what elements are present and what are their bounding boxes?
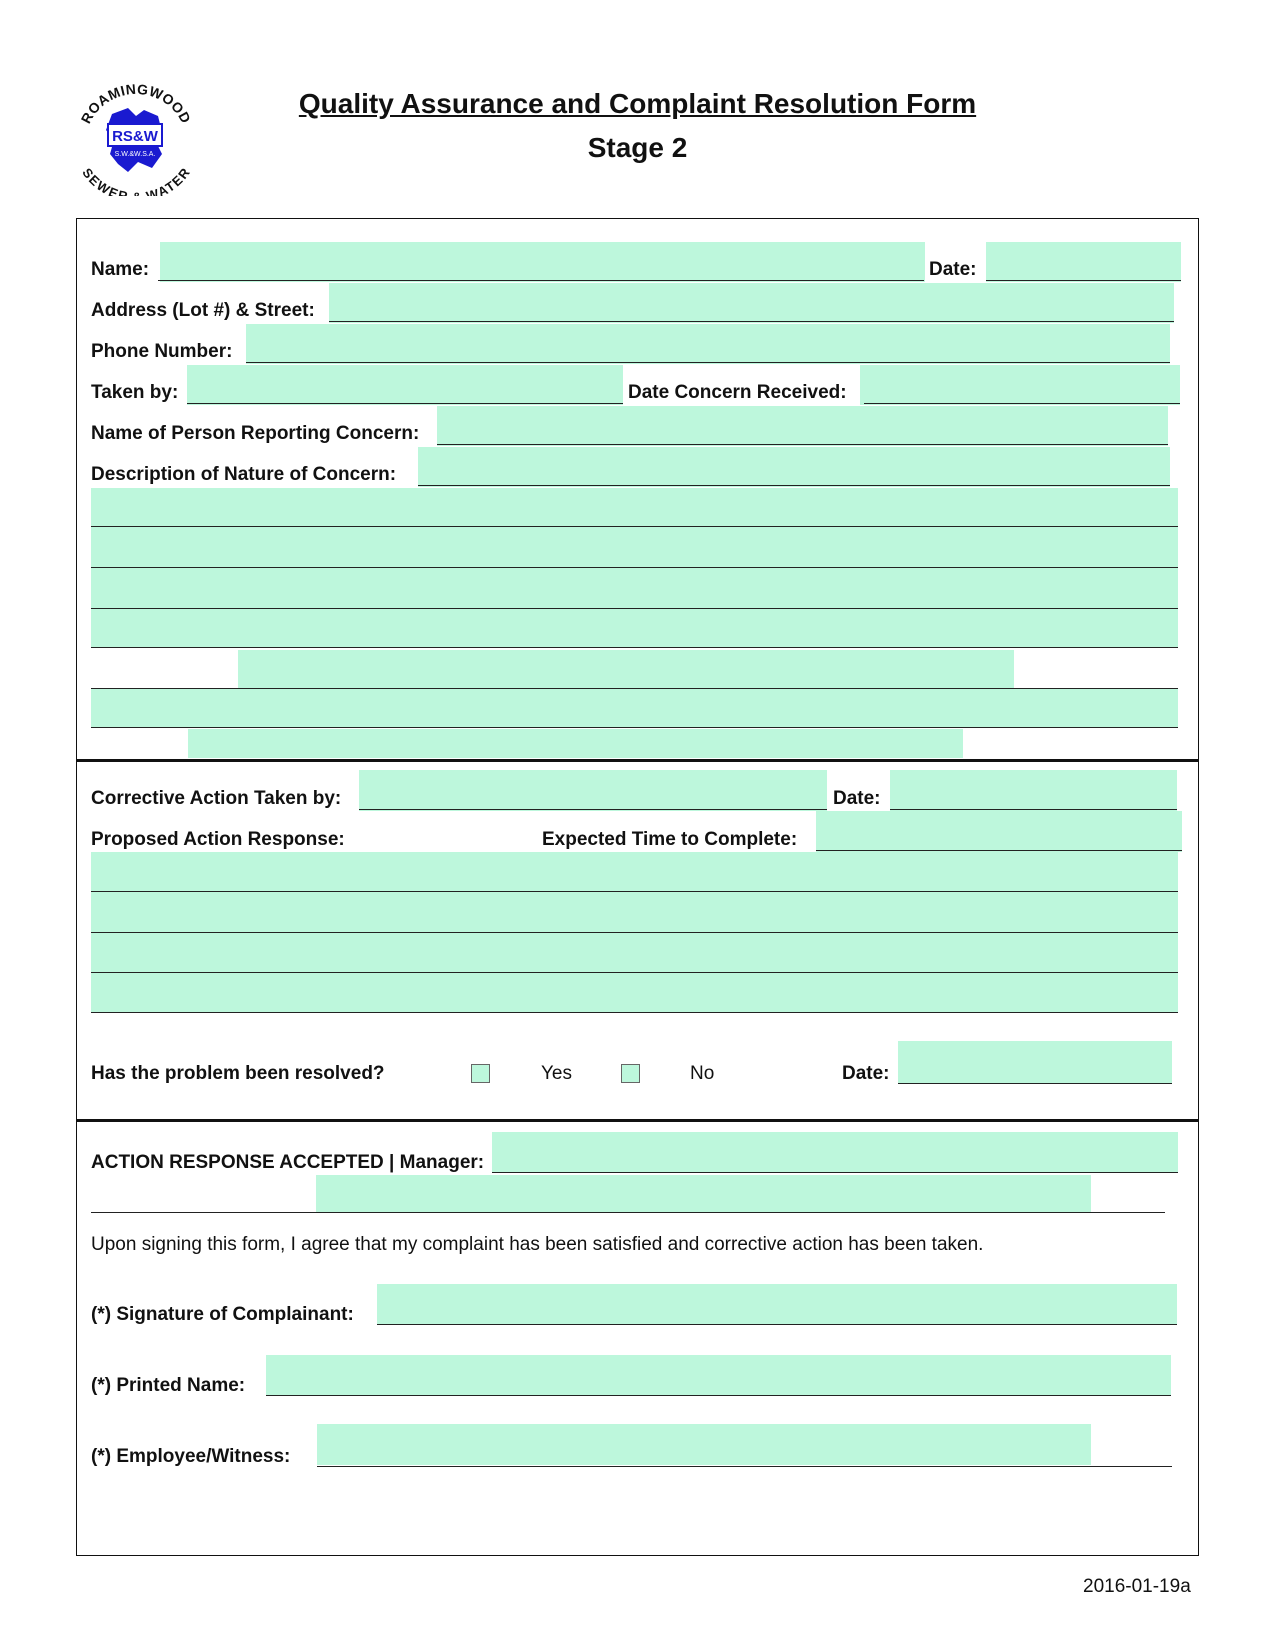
manager-field[interactable] [492,1132,1178,1172]
resolved-date-underline [898,1083,1172,1084]
signature-underline [377,1324,1177,1325]
proposed-label: Proposed Action Response: [91,829,345,850]
address-underline [329,321,1174,322]
proposed-line-3 [91,972,1178,973]
form-stage: Stage 2 [587,132,688,163]
corrective-by-underline [359,809,827,810]
corrective-by-field[interactable] [359,770,827,811]
taken-by-label: Taken by: [91,382,179,403]
signature-field[interactable] [377,1284,1177,1324]
resolved-question: Has the problem been resolved? [91,1063,385,1084]
date-received-underline [864,403,1180,404]
description-label: Description of Nature of Concern: [91,464,397,485]
resolved-date-label: Date: [842,1063,890,1084]
description-field-extra-3[interactable] [188,729,963,758]
resolved-yes-checkbox[interactable] [471,1064,490,1083]
printed-name-field[interactable] [266,1355,1171,1395]
date-underline [986,280,1181,281]
resolved-no-checkbox[interactable] [621,1064,640,1083]
taken-by-field[interactable] [187,365,623,405]
logo-ring-top: ROAMINGWOOD [77,80,195,127]
accepted-label: ACTION RESPONSE ACCEPTED | Manager: [91,1152,485,1173]
expected-time-field[interactable] [816,811,1182,852]
svg-text:SEWER & WATER [79,165,193,196]
signature-label: (*) Signature of Complainant: [91,1304,354,1325]
corrective-date-field[interactable] [890,770,1177,811]
logo-sub-text: S.W.&W.S.A. [114,151,156,158]
logo-ring-bottom: SEWER WATER [79,165,193,196]
witness-label: (*) Employee/Witness: [91,1446,291,1467]
taken-by-underline [187,403,623,404]
description-text-area[interactable] [91,488,1178,648]
witness-underline [317,1466,1172,1467]
agreement-text: Upon signing this form, I agree that my complaint has been satisfied and corrective action has been taken. [91,1234,984,1255]
witness-field[interactable] [317,1424,1091,1465]
date-received-label: Date Concern Received: [628,382,847,403]
manager-field-extra[interactable] [316,1175,1091,1212]
resolved-yes-label: Yes [541,1063,572,1084]
description-line-1 [91,526,1178,527]
name-field[interactable] [160,242,925,282]
description-line-3 [91,608,1178,609]
phone-label: Phone Number: [91,341,233,362]
manager-line-2 [91,1212,1165,1213]
description-field-extra-2[interactable] [91,689,1178,727]
description-line-2 [91,567,1178,568]
printed-name-label: (*) Printed Name: [91,1375,246,1396]
proposed-line-4 [91,1012,1178,1013]
form-title: Quality Assurance and Complaint Resolution Form [298,88,977,119]
corrective-date-label: Date: [833,788,881,809]
resolved-date-field[interactable] [898,1041,1172,1083]
person-reporting-field[interactable] [437,406,1168,446]
expected-time-label: Expected Time to Complete: [542,829,798,850]
logo-center-text: RS&W [112,128,158,145]
description-field-extra-1[interactable] [238,650,1014,688]
proposed-line-2 [91,932,1178,933]
description-line-4 [91,647,1178,648]
phone-underline [246,362,1170,363]
corrective-date-underline [890,809,1177,810]
date-field[interactable] [986,242,1181,282]
description-underline [418,485,1170,486]
printed-name-underline [266,1395,1171,1396]
person-reporting-label: Name of Person Reporting Concern: [91,423,420,444]
expected-time-underline [816,850,1182,851]
corrective-by-label: Corrective Action Taken by: [91,788,342,809]
manager-underline [492,1172,1178,1173]
date-label: Date: [929,259,977,280]
proposed-line-1 [91,891,1178,892]
date-received-field[interactable] [860,365,1180,405]
person-reporting-underline [437,444,1168,445]
description-line-6 [91,727,1178,728]
address-label: Address (Lot #) & Street: [91,300,315,321]
form-version: 2016-01-19a [1083,1576,1191,1597]
phone-field[interactable] [246,324,1170,364]
description-field[interactable] [418,447,1170,487]
name-underline [158,280,924,281]
resolved-no-label: No [690,1063,715,1084]
address-field[interactable] [329,283,1174,323]
name-label: Name: [91,259,150,280]
